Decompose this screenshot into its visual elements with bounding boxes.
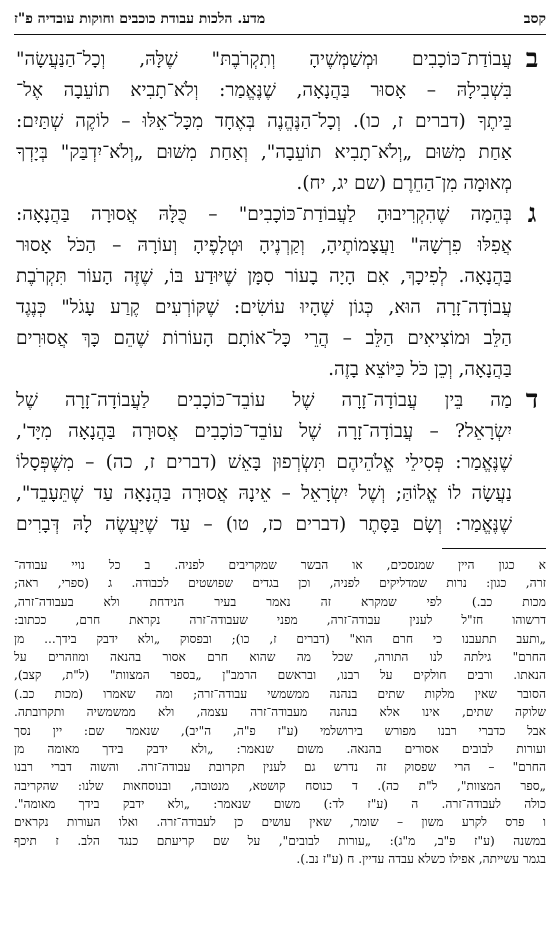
text-line: בֵּיתֶךָ (דברים ז, כו). וְכָל־הַנֶּהֱנֶה בְּאֶחָד מִכָּל־אֵלּוּ – לוֹקֶה שְׁתַּיִם: — [16, 111, 512, 132]
text-line: נַעֲשָׂה לוֹ אֱלוֹהַּ; וְשֶׁל יִשְׂרָאֵל – אֵינָהּ אֲסוּרָה בַּהֲנָאָה עַד שֶׁתֵּעָבֵד", — [16, 483, 512, 504]
halakha-marker-3: ג — [527, 199, 537, 229]
text-line: אַחַת מִשּׁוּם „וְלֹא־תָבִיא תוֹעֵבָה", וְאַחַת מִשּׁוּם „וְלֹא־יִדְבַּק" בְּיָדְךָ — [16, 142, 512, 163]
text-line: אֲפִלּוּ פִרְשָׁהּ" וַעֲצָמוֹתֶיהָ, וְקַרְנֶיהָ וּטְלָפֶיהָ וְעוֹרָהּ – הַכֹּל אָסוּר — [16, 235, 512, 256]
halakha-paragraph — [16, 385, 512, 540]
footnote-line: דרשוהו חז"ל לענין עבודה־זרה, מפני שעבודה־זרה נקראת חרם, ככתוב: — [14, 613, 546, 628]
text-line: שֶׁנֶּאֱמַר: פְּסִילֵי אֱלֹהֵיהֶם תִּשְׂרְפוּן בָּאֵשׁ (דברים ז, כה) – מִשֶּׁפְּסָלוֹ — [16, 452, 512, 473]
footnote-line: שלוקה שתים, אינו אלא בנהנה מעבודה־זרה עצמה, ולא ממשמשיה ותקרובתה. — [14, 705, 546, 720]
text-line: בַּהֲנָאָה. לְפִיכָךְ, אִם הָיָה בָעוֹר סִמָּן שֶׁיּוּדַע בּוֹ, שֶׁזֶּה הָעוֹר תִּקְרֹבֶת — [16, 266, 512, 287]
footnote-line: החרם" – הרי שפסוק זה נדרש גם לענין תקרובת עבודה־זרה. והשוה דברי רבנו — [14, 760, 546, 775]
footnote-line: הסובר שאין מלקות שתים בנהנה ממשמשי עבודה־זרה; ומה שאמרו (מכות כב.) — [14, 686, 546, 701]
halakha-marker-4: ד — [525, 385, 539, 415]
text-line: עֲבוֹדַת־כּוֹכָבִים וּמְשַׁמְּשֶׁיהָ וְתִקְרֹבֶתּ" שֶׁלָּהּ, וְכָל־הַנַּעֲשָׂה" — [16, 49, 512, 70]
text-line: שֶׁנֶּאֱמַר: וְשָׂם בַּסָּתֶר (דברים כז, טו) – עַד שֶׁיַּעֲשֶׂה לָהּ דְּבָרִים — [16, 514, 512, 535]
footnote-line: מכות כב.) לפי שמקרא זה נאמר בעיר הנידחת ולא בעבודה־זרה, — [14, 594, 546, 609]
footnotes — [14, 556, 546, 869]
header-rule — [14, 34, 546, 35]
page-number: קסב — [523, 11, 546, 27]
footnote-line: זרה, כגון: נרות שמדליקים לפניה, וכן בגדים שפושטים לכבודה. ג (ספרי, ראה; — [14, 576, 546, 591]
text-line: הַלֵּב וּמוֹצִיאִים הַלֵּב – הֲרֵי כָּל־אוֹתָם הָעוֹרוֹת שֶׁהֵם כָּךְ אֲסוּרִים — [16, 328, 512, 349]
text-line: עֲבוֹדָה־זָרָה הוּא, כְּגוֹן שֶׁהָיוּ עוֹשִׂים: שֶׁקּוֹרְעִים קֶרַע עָגֹל" כְּנֶגֶד — [16, 297, 512, 318]
text-line: מְאוּמָה מִן־הַחֵרֶם (שם יג, יח). — [296, 173, 512, 194]
footnote-line: כולה לעבודה־זרה. ה (ע"ז לד:) משום שנאמר: „ולא ידבק בידך מאומה". — [14, 797, 546, 812]
text-line: בְּהֵמָה שֶׁהִקְרִיבוּהָ לַעֲבוֹדַת־כּוֹכָבִים" – כֻּלָּהּ אֲסוּרָה בַּהֲנָאָה: — [16, 204, 512, 225]
text-line: בַּהֲנָאָה, וְכֵן כֹּל כַּיּוֹצֵא בָזֶה. — [328, 359, 512, 380]
main-text — [16, 44, 512, 540]
halakha-marker-2: ב — [525, 44, 539, 74]
footnote-line: אבל כדברי רבנו מפורש בירושלמי (ע"ז פ"ה, ה"יב), שנאמר שם: יין נסך — [14, 723, 546, 738]
footnote-line: ועורות לבובים אסורים בהנאה. משום שנאמר: „ולא ידבק בידך מאומה מן — [14, 741, 546, 756]
text-line: מַה בֵּין עֲבוֹדָה־זָרָה שֶׁל עוֹבֵד־כּוֹכָבִים לַעֲבוֹדָה־זָרָה שֶׁל — [16, 390, 512, 411]
footnote-line: במשנה (ע"ז פ"ב, מ"ג): „עורות לבובים", על שם קריעתם כנגד הלב. ז תיכף — [14, 833, 546, 848]
footnote-line: הנאתו. ורבים חולקים על רבנו, ובראשם הרמב"ן „בספר המצוות" (ל"ת, קצב), — [14, 668, 546, 683]
footnote-line: „ספר המצוות", ל"ת כה). ד כנוסח קושטא, מנטובה, ובנוסחאות שלנו: שהקריבה — [14, 778, 546, 793]
footnote-line: ו פרס לקרע משון – שומר, שאין עושים כן לעבודה־זרה. ואלו העורות נקראים — [14, 815, 546, 830]
footnote-rule — [442, 548, 546, 549]
text-line: בִּשְׁבִילָהּ – אָסוּר בַּהֲנָאָה, שֶׁנֶּאֱמַר: וְלֹא־תָבִיא תוֹעֵבָה אֶל־ — [16, 80, 512, 101]
footnote-line: א כגון היין שמנסכים, או הבשר שמקריבים לפניה. ב כל נויי עבודה־ — [14, 558, 546, 572]
footnote-line: בגמר עשייתה, אפילו כשלא עבדה עדיין. ח (ע"ז נב.). — [296, 852, 546, 867]
running-header — [14, 8, 546, 34]
footnote-line: החרם" גילתה לנו התורה, שכל מה שהוא חרם אסור בהנאה ומוזהרים על — [14, 649, 546, 664]
halakha-paragraph — [16, 199, 512, 385]
text-line: יִשְׂרָאֵל? – עֲבוֹדָה־זָרָה שֶׁל עוֹבֵד־כּוֹכָבִים אֲסוּרָה בַּהֲנָאָה מִיָּד', — [16, 421, 512, 442]
running-title: מדע. הלכות עבודת כוכבים וחוקות עובדיה פ"ז — [14, 11, 266, 27]
halakha-paragraph — [16, 44, 512, 199]
footnote-line: „ותעב תתעבנו כי חרם הוא" (דברים ז, כו); ובפסוק „ולא ידבק בידך... מן — [14, 631, 546, 646]
